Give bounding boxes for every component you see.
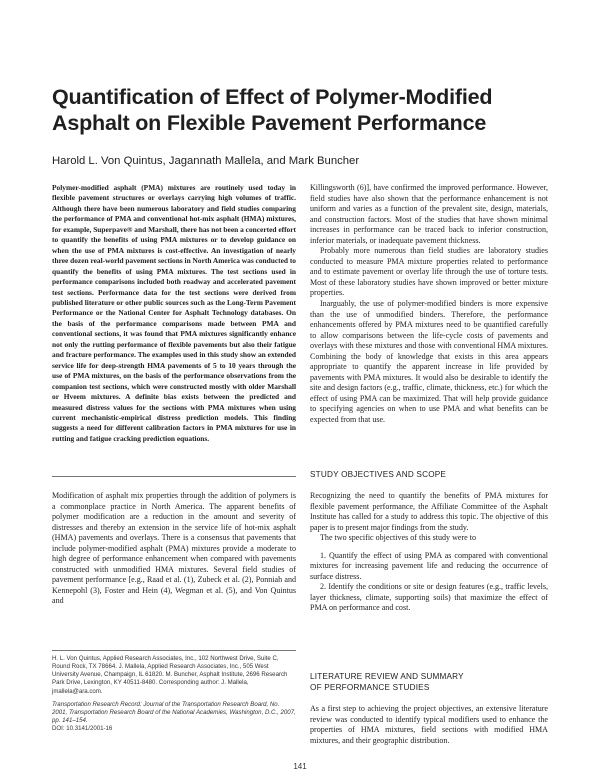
intro-paragraph: Modification of asphalt mix properties through the addition of polymers is a commonplace practice in North America. The apparent benefits of polymer modification are a reduction in the amount and severity of distresses and thereby an extension in the service life of hot-mix asphalt (HMA) pavements and overlays. There is a consensus that pavements that include polymer-modified asphalt (PMA) mixtures provide a moderate to high degree of performance enhancement when compared with pavements constructed with unmodified HMA mixtures. Several field studies of pavement performance [e.g., Raad et al. (1), Zubeck et al. (2), Ponniah and Kennepohl (3), Foster and Hein (4), Wegman et al. (5), and Von Quintus and bbox=[52, 491, 296, 606]
footnote-divider bbox=[52, 650, 296, 651]
abstract: Polymer-modified asphalt (PMA) mixtures are routinely used today in flexible pavement structures or overlays carrying high volumes of traffic. Although there have been numerous laboratory and field studies comparing the performance of PMA and conventional hot-mix asphalt (HMA) mixtures, for example, Superpave® and Marshall, there has not been a concerted effort to quantify the benefits of using PMA mixtures or to develop guidance on when the use of PMA mixtures is cost-effective. An investigation of nearly three dozen real-world pavement sections in North America was conducted to quantify the benefits of using PMA mixtures. The test sections used in performance comparisons included both roadway and accelerated pavement test sections. Performance data for the test sections were derived from published literature or other public sources such as the Long-Term Pavement Performance or the National Center for Asphalt Technology databases. On the basis of the performance comparisons made between PMA and conventional sections, it was found that PMA mixtures significantly enhance not only the rutting performance of flexible pavements but also their fatigue and fracture performance. The examples used in this study show an extended service life for deep-strength HMA pavements of 5 to 10 years through the use of PMA mixtures, on the basis of the performance observations from the companion test sections, which were constructed mostly with older Marshall or Hveem mixtures. A definite bias exists between the predicted and measured distress values for the sections with PMA mixtures when using current mechanistic-empirical distress prediction models. This finding suggests a need for different calibration factors in PMA mixtures for use in rutting and fatigue cracking prediction equations. bbox=[52, 183, 296, 443]
body-paragraph: Inarguably, the use of polymer-modified binders is more expensive than the use of unmodified binders. Therefore, the performance enhancements offered by PMA mixtures need to be quantified carefully to allow comparisons between the life-cycle costs of pavements and overlays with these mixtures and those with conventional HMA mixtures. Combining the body of knowledge that exists in this area appears appropriate to quantify the apparent increase in life provided by pavements with PMA mixtures. It would also be desirable to identify the site and design factors (e.g., traffic, climate, thickness, etc.) for which the effect of using PMA can be maximized. That will help provide guidance to specifying agencies on when to use PMA and what benefits can be expected from that use. bbox=[310, 299, 548, 425]
doi: DOI: 10.3141/2001-16 bbox=[52, 725, 113, 733]
body-paragraph: Killingsworth (6)], have confirmed the improved performance. However, field studies have also shown that the performance enhancement is not uniform and varies as a function of the prevalent site, design, materials, and construction factors. Most of the studies that have shown minimal increases in performance can be traced back to inferior construction, inferior materials, or inadequate pavement thickness. bbox=[310, 183, 548, 245]
objective-list-item: 1. Quantify the effect of using PMA as compared with conventional mixtures for increasing pavement life and reducing the occurrence of surface distress. bbox=[310, 550, 548, 581]
introduction-section bbox=[52, 491, 296, 607]
body-paragraph: The two specific objectives of this study were to bbox=[320, 533, 476, 543]
author-list: Harold L. Von Quintus, Jagannath Mallela, and Mark Buncher bbox=[52, 155, 360, 167]
section-heading-literature-review bbox=[310, 671, 548, 693]
body-paragraph: As a first step to achieving the project objectives, an extensive literature review was conducted to identify typical modifiers used to enhance the properties of HMA mixtures, field sections with modified HMA mixtures, and their geographic distribution. bbox=[310, 704, 548, 745]
heading-line: OF PERFORMANCE STUDIES bbox=[310, 683, 430, 692]
heading-line: LITERATURE REVIEW AND SUMMARY bbox=[310, 672, 464, 681]
journal-citation: Transportation Research Record: Journal of the Transportation Research Board, No. 2001, Transportation Research Board of the National Academies, Washington, D.C., 2007, pp. 141–154. bbox=[52, 700, 296, 725]
section-heading-study-objectives: STUDY OBJECTIVES AND SCOPE bbox=[310, 470, 447, 479]
paper-title: Quantification of Effect of Polymer-Modified Asphalt on Flexible Pavement Performance bbox=[52, 85, 493, 135]
study-objectives-section bbox=[310, 491, 548, 614]
right-column-intro-continued bbox=[310, 183, 548, 426]
author-affiliations: H. L. Von Quintus, Applied Research Associates, Inc., 102 Northwest Drive, Suite C, Round Rock, TX 78664. J. Mallela, Applied Research Associates, Inc., 505 West University Avenue, Champaign, IL 61820. M. Buncher, Asphalt Institute, 2696 Research Park Drive, Lexington, KY 40511-8480. Corresponding author: J. Mallela, jmallela@ara.com. bbox=[52, 655, 288, 695]
literature-review-section bbox=[310, 704, 548, 746]
objective-list-item: 2. Identify the conditions or site or design features (e.g., traffic levels, layer thickness, climate, supporting soils) that maximize the effect of PMA on performance and cost. bbox=[310, 582, 548, 613]
body-paragraph: Recognizing the need to quantify the benefits of PMA mixtures for flexible pavement performance, the Affiliate Committee of the Asphalt Institute has called for a study to address this topic. The objective of this paper is to present major findings from the study. bbox=[310, 491, 548, 532]
footnotes bbox=[52, 655, 296, 738]
abstract-divider bbox=[52, 476, 296, 477]
body-paragraph: Probably more numerous than field studies are laboratory studies conducted to measure PMA mixture properties related to performance and to estimate pavement or overlay life through the use of torture tests. Most of these laboratory studies have shown improved or better mixture properties. bbox=[310, 246, 548, 298]
page-number: 141 bbox=[293, 762, 307, 771]
